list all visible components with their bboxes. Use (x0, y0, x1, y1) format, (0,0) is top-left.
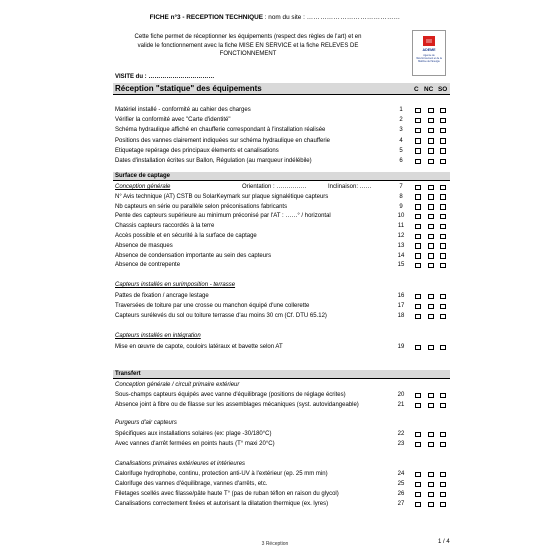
col-header-c: C (414, 86, 419, 93)
col-header-nc: NC (424, 86, 434, 93)
checkbox-nc[interactable] (428, 128, 434, 134)
checkbox-so[interactable] (440, 442, 446, 448)
checklist-row (115, 302, 450, 311)
checklist-row (115, 193, 450, 202)
item-label: Nb capteurs en série ou parallèle selon préconisations fabricants (115, 203, 288, 210)
checkbox-c[interactable] (415, 148, 421, 154)
checkbox-so[interactable] (440, 214, 446, 220)
checkbox-so[interactable] (440, 393, 446, 399)
main-heading: Réception "statique" des équipements (113, 83, 450, 95)
item-label: Calorifuge des vannes d'équilibrage, vannes d'arrêts, etc. (115, 481, 268, 487)
document-title: FICHE n°3 - RECEPTION TECHNIQUE : nom du site : …………………………………… (149, 14, 401, 21)
section-transfert-heading: Transfert (113, 370, 450, 379)
item-number: 19 (397, 344, 405, 350)
checkbox-nc[interactable] (428, 194, 434, 200)
item-label: Capteurs surélevés du sol ou toiture terrasse d'au moins 30 cm (Cf. DTU 65.12) (115, 313, 327, 319)
orientation-field: Orientation : …………… (242, 184, 307, 190)
checkbox-so[interactable] (440, 234, 446, 240)
item-label: Canalisations correctement fixées et autorisant la dilatation thermique (ex. lyres) (115, 501, 329, 507)
checkbox-nc[interactable] (428, 234, 434, 240)
checkbox-so[interactable] (440, 263, 446, 269)
item-number: 5 (399, 147, 403, 154)
checkbox-nc[interactable] (428, 472, 434, 478)
checkbox-c[interactable] (415, 243, 421, 249)
item-label: Absence joint à fibre ou de filasse sur les assemblages mécaniques (syst. autovidangeable) (115, 402, 359, 408)
checkbox-c[interactable] (415, 194, 421, 200)
item-number: 21 (397, 402, 405, 408)
checkbox-so[interactable] (440, 243, 446, 249)
checkbox-nc[interactable] (428, 224, 434, 230)
checkbox-so[interactable] (440, 148, 446, 154)
checkbox-so[interactable] (440, 314, 446, 320)
item-number: 1 (399, 107, 403, 113)
checkbox-so[interactable] (440, 138, 446, 144)
item-number: 8 (399, 193, 403, 200)
checklist-row (115, 106, 450, 115)
checkbox-nc[interactable] (428, 393, 434, 399)
checklist-row (115, 500, 450, 509)
item-number: 18 (397, 313, 405, 319)
checkbox-c[interactable] (415, 263, 421, 269)
checkbox-c[interactable] (415, 393, 421, 399)
checkbox-c[interactable] (415, 234, 421, 240)
item-label: Matériel installé - conformité au cahier des charges (115, 107, 251, 113)
checklist-row (115, 401, 450, 410)
item-label: Spécifiques aux installations solaires (ex: plage -30/180°C) (115, 431, 272, 437)
checkbox-nc[interactable] (428, 253, 434, 259)
checklist-row (115, 126, 450, 135)
item-number: 13 (397, 242, 405, 249)
checklist-row (115, 343, 450, 352)
ademe-logo: ADEME Agence de l'Environnement et de la Maîtrise de l'Energie (412, 30, 446, 76)
checkbox-c[interactable] (415, 185, 421, 191)
checkbox-so[interactable] (440, 224, 446, 230)
page-number: 1 / 4 (438, 539, 450, 545)
item-label: Dates d'installation écrites sur Ballon, Régulation (au marqueur indélébile) (115, 158, 312, 164)
group-circuit-primaire: Conception générale / circuit primaire extérieur (115, 382, 240, 388)
checkbox-so[interactable] (440, 128, 446, 134)
item-label: Vérifier la conformité avec "Carte d'identité" (115, 117, 231, 124)
checkbox-nc[interactable] (428, 118, 434, 124)
checklist-row (115, 147, 450, 156)
checkbox-nc[interactable] (428, 108, 434, 114)
group-canalisations: Canalisations primaires extérieures et intérieures (115, 461, 246, 467)
group-integration: Capteurs installés en intégration (115, 333, 201, 339)
footer-section-label: 3 Réception (261, 541, 289, 547)
checkbox-nc[interactable] (428, 204, 434, 210)
checklist-row (115, 222, 450, 231)
checklist-row (115, 232, 450, 241)
checklist-row (115, 430, 450, 439)
item-number: 16 (397, 293, 405, 299)
checkbox-c[interactable] (415, 492, 421, 498)
checkbox-nc[interactable] (428, 502, 434, 508)
checkbox-c[interactable] (415, 294, 421, 300)
checkbox-nc[interactable] (428, 159, 434, 165)
checkbox-nc[interactable] (428, 214, 434, 220)
checkbox-c[interactable] (415, 502, 421, 508)
checkbox-so[interactable] (440, 185, 446, 191)
item-number: 23 (397, 441, 405, 447)
checkbox-so[interactable] (440, 294, 446, 300)
checkbox-nc[interactable] (428, 345, 434, 351)
checkbox-so[interactable] (440, 304, 446, 310)
item-number: 14 (397, 252, 405, 259)
item-label: Sous-champs capteurs équipés avec vanne d'équilibrage (positions de réglage écrites) (115, 392, 346, 398)
checkbox-c[interactable] (415, 345, 421, 351)
checkbox-so[interactable] (440, 253, 446, 259)
checkbox-c[interactable] (415, 432, 421, 438)
item-label: Traversées de toiture par une crosse ou manchon équipé d'une collerette (115, 303, 310, 309)
checkbox-so[interactable] (440, 108, 446, 114)
checklist-row (115, 212, 450, 221)
checkbox-so[interactable] (440, 472, 446, 478)
checkbox-c[interactable] (415, 472, 421, 478)
item-number: 2 (399, 117, 403, 124)
item-number: 24 (397, 471, 405, 477)
checkbox-c[interactable] (415, 224, 421, 230)
checkbox-so[interactable] (440, 204, 446, 210)
checkbox-c[interactable] (415, 442, 421, 448)
checkbox-nc[interactable] (428, 314, 434, 320)
item-label: Pente des capteurs supérieure au minimum préconisé par l'AT : ……° / horizontal (115, 213, 331, 220)
col-header-so: SO (438, 86, 448, 93)
checkbox-nc[interactable] (428, 492, 434, 498)
checkbox-nc[interactable] (428, 304, 434, 310)
item-number: 10 (397, 213, 405, 220)
item-label: Positions des vannes clairement indiquées sur schéma hydraulique en chaufferie (115, 137, 331, 144)
checkbox-c[interactable] (415, 482, 421, 488)
checkbox-c[interactable] (415, 138, 421, 144)
item-label: Accès possible et en sécurité à la surface de captage (115, 233, 257, 239)
checkbox-c[interactable] (415, 118, 421, 124)
checkbox-c[interactable] (415, 128, 421, 134)
checkbox-nc[interactable] (428, 138, 434, 144)
checkbox-nc[interactable] (428, 263, 434, 269)
group-surimposition: Capteurs installés en surimposition - terrasse (115, 282, 236, 288)
item-number: 22 (397, 431, 405, 437)
item-label: Mise en œuvre de capote, couloirs latéraux et bavette selon AT (115, 344, 283, 350)
item-number: 17 (397, 303, 405, 309)
checklist-row (115, 242, 450, 251)
checkbox-c[interactable] (415, 304, 421, 310)
checklist-row (115, 391, 450, 400)
item-label: Chassis capteurs raccordés à la terre (115, 223, 215, 230)
checkbox-nc[interactable] (428, 148, 434, 154)
visite-date: VISITE du : …………………………… (115, 74, 215, 80)
checklist-row (115, 252, 450, 261)
item-number: 7 (399, 184, 403, 190)
checkbox-so[interactable] (440, 432, 446, 438)
item-label: Absence de condensation importante au sein des capteurs (115, 252, 272, 259)
checklist-row (115, 490, 450, 499)
item-number: 12 (397, 233, 405, 239)
intro-text: Cette fiche permet de réceptionner les équipements (respect des règles de l'art) et en valide le fonctionnement avec la fiche MISE EN SERVICE et la fiche RELEVES DE FONCTIONNEMENT (134, 34, 362, 57)
checklist-row (115, 470, 450, 479)
checkbox-nc[interactable] (428, 403, 434, 409)
checkbox-c[interactable] (415, 214, 421, 220)
checklist-row (115, 261, 450, 270)
checklist-row (115, 183, 450, 192)
checkbox-so[interactable] (440, 492, 446, 498)
checkbox-nc[interactable] (428, 482, 434, 488)
item-label: Avec vannes d'arrêt fermées en points hauts (T° maxi 20°C) (115, 441, 275, 447)
item-label: Pattes de fixation / ancrage lestage (115, 293, 209, 299)
checklist-row (115, 157, 450, 166)
item-number: 25 (397, 481, 405, 487)
item-number: 4 (399, 137, 403, 144)
checklist-row (115, 440, 450, 449)
checkbox-c[interactable] (415, 253, 421, 259)
item-number: 15 (397, 262, 405, 269)
checkbox-nc[interactable] (428, 243, 434, 249)
checkbox-nc[interactable] (428, 185, 434, 191)
checkbox-so[interactable] (440, 403, 446, 409)
item-label: Schéma hydraulique affiché en chaufferie correspondant à l'installation réalisée (115, 127, 326, 134)
checkbox-so[interactable] (440, 345, 446, 351)
checkbox-c[interactable] (415, 314, 421, 320)
checkbox-nc[interactable] (428, 432, 434, 438)
item-number: 3 (399, 127, 403, 134)
checklist-row (115, 116, 450, 125)
checkbox-so[interactable] (440, 482, 446, 488)
item-number: 20 (397, 392, 405, 398)
checklist-row (115, 137, 450, 146)
checkbox-c[interactable] (415, 403, 421, 409)
inclinaison-field: Inclinaison: …… (328, 184, 372, 190)
checkbox-c[interactable] (415, 204, 421, 210)
item-label: Filetages scellés avec filasse/pâte haute T° (pas de ruban téflon en raison du glycol) (115, 491, 339, 497)
item-number: 26 (397, 491, 405, 497)
item-label: Absence de masques (115, 242, 173, 249)
checklist-row (115, 312, 450, 321)
checkbox-so[interactable] (440, 159, 446, 165)
checkbox-so[interactable] (440, 502, 446, 508)
checklist-row (115, 480, 450, 489)
item-number: 6 (399, 158, 403, 164)
group-purgeurs: Purgeurs d'air capteurs (115, 420, 177, 426)
item-label: Calorifuge hydrophobe, continu, protection anti-UV à l'extérieur (ep. 25 mm min) (115, 471, 328, 477)
checkbox-so[interactable] (440, 118, 446, 124)
item-label: Etiquetage repérage des principaux élements et canalisations (115, 147, 279, 154)
checkbox-c[interactable] (415, 108, 421, 114)
item-number: 11 (397, 223, 405, 230)
group-conception-generale: Conception générale (115, 184, 171, 190)
checkbox-nc[interactable] (428, 442, 434, 448)
checklist-row (115, 292, 450, 301)
item-number: 27 (397, 501, 405, 507)
checkbox-nc[interactable] (428, 294, 434, 300)
checkbox-c[interactable] (415, 159, 421, 165)
item-label: N° Avis technique (AT) CSTB ou SolarKeymark sur plaque signalétique capteurs (115, 193, 329, 200)
checkbox-so[interactable] (440, 194, 446, 200)
item-label: Absence de contrepente (115, 262, 181, 269)
logo-red-mark-icon (423, 36, 435, 46)
checklist-row (115, 203, 450, 212)
item-number: 9 (399, 203, 403, 210)
section-captage-heading: Surface de captage (113, 172, 450, 181)
